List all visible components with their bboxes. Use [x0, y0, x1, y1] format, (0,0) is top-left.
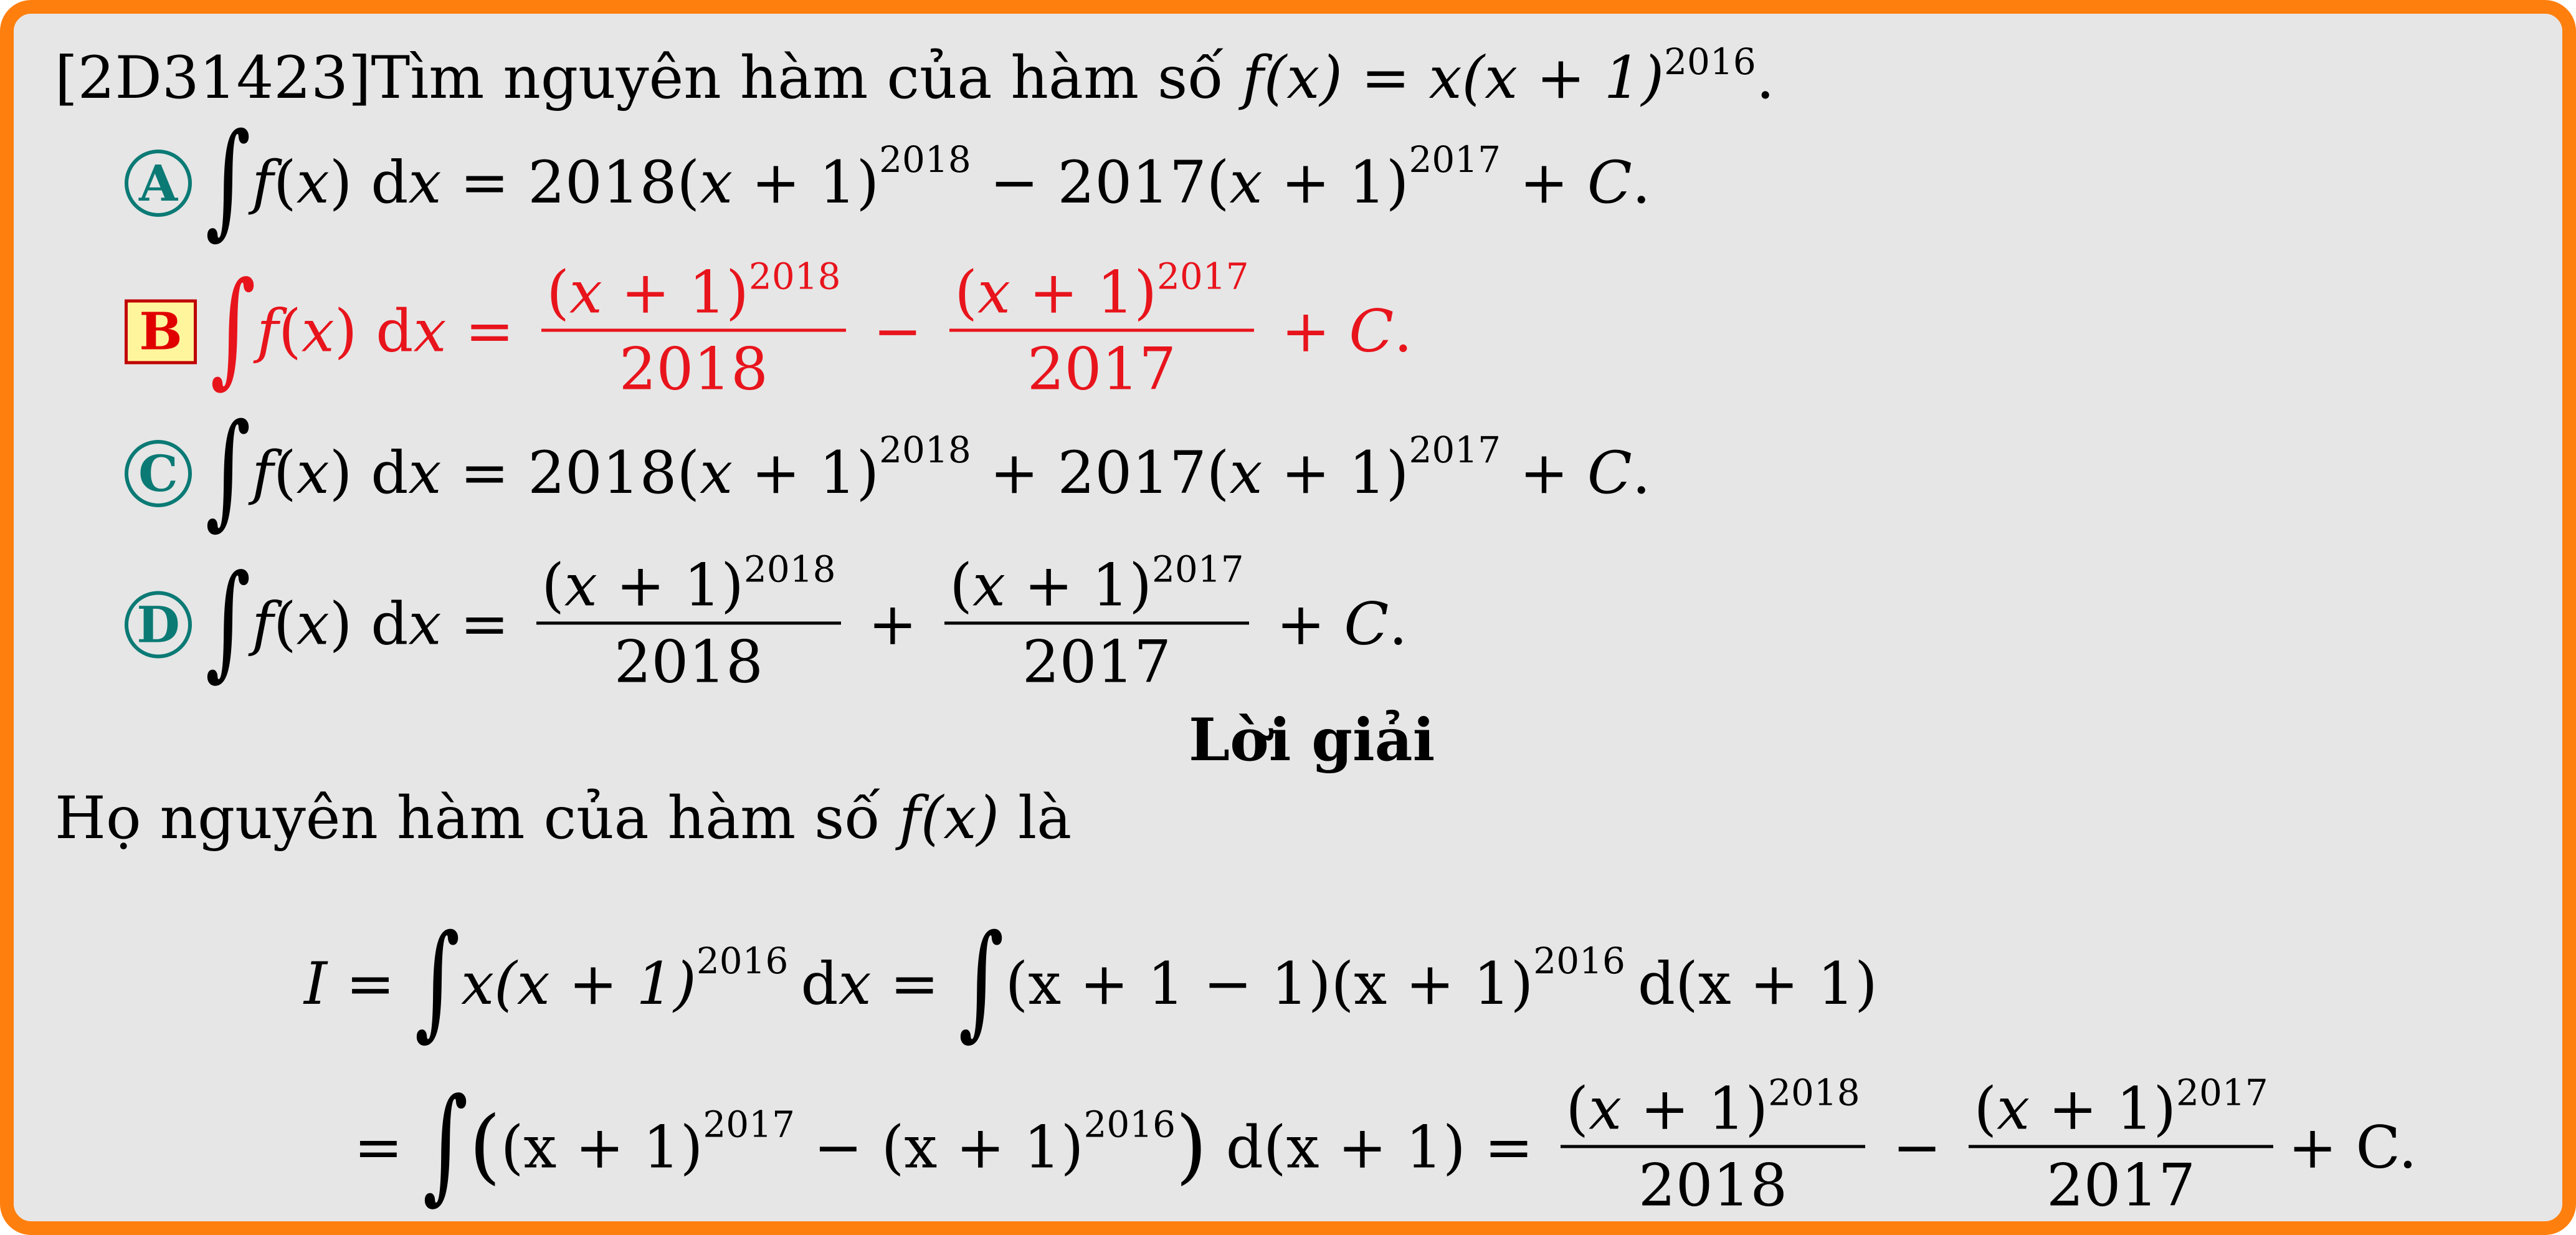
- option-c-label[interactable]: C: [125, 440, 192, 507]
- fraction: $\frac{(x + 1)^{2017}}{2017}$: [949, 264, 1253, 399]
- option-b-label[interactable]: B: [125, 299, 197, 364]
- fraction: $\frac{(x + 1)^{2018}}{2018}$: [1561, 1080, 1865, 1216]
- question-text: Tìm nguyên hàm của hàm số: [371, 44, 1224, 112]
- fraction: $\frac{(x + 1)^{2018}}{2018}$: [541, 264, 845, 399]
- question-function: f(x) = x(x + 1): [1242, 44, 1665, 112]
- integral-icon: ∫: [422, 1071, 468, 1216]
- integral-icon: ∫: [210, 255, 256, 400]
- integral-icon: ∫: [414, 908, 460, 1053]
- fraction: $\frac{(x + 1)^{2017}}{2017}$: [944, 557, 1248, 692]
- integral-icon: ∫: [959, 908, 1004, 1053]
- question-code: [2D31423]: [55, 44, 371, 112]
- integral-icon: ∫: [205, 397, 251, 542]
- integral-icon: ∫: [205, 107, 251, 252]
- question-card: [2D31423] Tìm nguyên hàm của hàm số $f(x) = x(x + 1)^{2016}$. A ∫ f(x) dx = 2018 (x + 1) $^{2018}$ − 2017 (x + 1) $^{2017}$ + C . B ∫ f(x) dx = $\frac{(x + 1)^{2018}}{2018}$ − $\frac{(x + 1)^{2017}}{2017}$ + C . C ∫ f(x) dx = 2018 (x + 1) $^{2018}$ + 2017 (x + 1) $^{2017}$ + C . D ∫ f(x) dx = $\frac{(x + 1)^{2018}}{2018}$ + $\frac{(x + 1)^{2017}}{2017}$ + C . Lời giải Họ nguyên hàm của hàm số f(x) là I = ∫ x(x + 1) $^{2016}$ dx = ∫ (x + 1 − 1)(x + 1) $^{2016}$ d(x + 1) = ∫ ( (x + 1) $^{2017}$ − (x + 1) $^{2016}$ ) d(x + 1) = $\frac{(x + 1)^{2018}}{2018}$ − $\frac{(x + 1)^{2017}}{2017}$ + C.: [0, 0, 2576, 1235]
- option-d-label[interactable]: D: [125, 591, 192, 658]
- fraction: $\frac{(x + 1)^{2017}}{2017}$: [1969, 1080, 2273, 1216]
- integral-icon: ∫: [205, 548, 251, 693]
- question-exponent: 2016: [1664, 41, 1756, 83]
- option-a-label[interactable]: A: [125, 150, 192, 217]
- fraction: $\frac{(x + 1)^{2018}}{2018}$: [536, 557, 840, 692]
